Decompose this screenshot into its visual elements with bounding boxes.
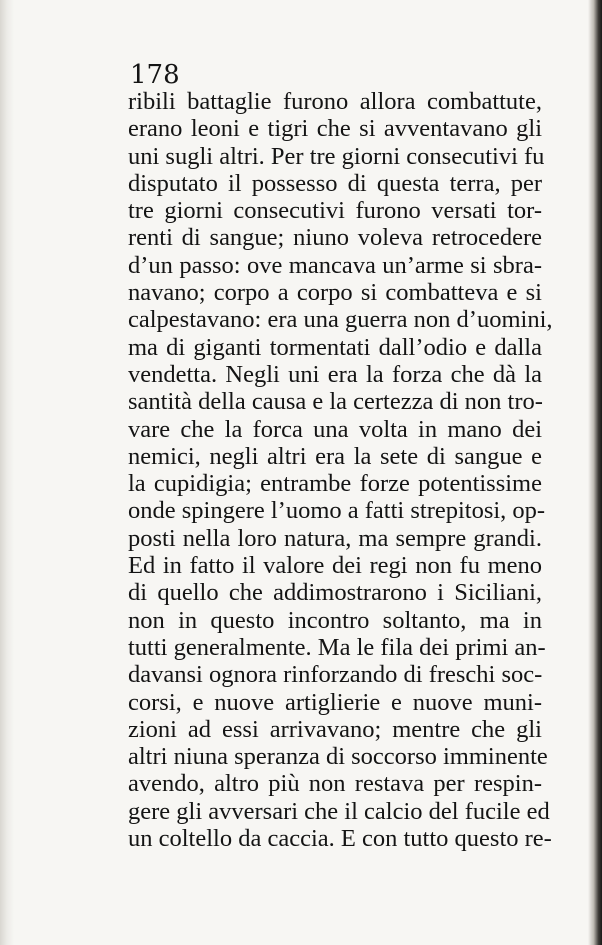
book-edge-shadow <box>588 0 602 945</box>
text-line: nemici, negli altri era la sete di sangue e <box>128 442 542 470</box>
text-line: disputato il possesso di questa terra, per <box>128 169 542 197</box>
text-line: calpestavano: era una guerra non d’uomini, <box>128 306 553 334</box>
text-line: erano leoni e tigri che si avventavano gli <box>128 115 542 143</box>
text-line: onde spingere l’uomo a fatti strepitosi, op- <box>128 497 546 525</box>
text-line: non in questo incontro soltanto, ma in <box>128 606 542 634</box>
text-line: un coltello da caccia. E con tutto questo re- <box>128 825 552 853</box>
text-line: ribili battaglie furono allora combattute, <box>128 88 542 115</box>
text-line: avendo, altro più non restava per respin- <box>128 770 542 798</box>
text-line: tre giorni consecutivi furono versati tor- <box>128 197 542 225</box>
text-line: d’un passo: ove mancava un’arme si sbra- <box>128 251 542 279</box>
text-line: ma di giganti tormentati dall’odio e dalla <box>128 333 542 361</box>
text-line: santità della causa e la certezza di non tro- <box>128 388 543 416</box>
text-line: Ed in fatto il valore dei regi non fu meno <box>128 552 542 580</box>
text-line: navano; corpo a corpo si combatteva e si <box>128 279 542 307</box>
page-number: 178 <box>130 60 180 90</box>
text-line: zioni ad essi arrivavano; mentre che gli <box>128 715 542 743</box>
text-line: corsi, e nuove artiglierie e nuove muni- <box>128 688 542 716</box>
body-text <box>128 88 553 853</box>
text-line: la cupidigia; entrambe forze potentissime <box>128 470 542 498</box>
text-line: davansi ognora rinforzando di freschi soc- <box>128 661 543 689</box>
text-line: renti di sangue; niuno voleva retrocedere <box>128 224 542 252</box>
text-line: vare che la forca una volta in mano dei <box>128 415 542 443</box>
text-line: posti nella loro natura, ma sempre grandi. <box>128 524 542 552</box>
text-line: uni sugli altri. Per tre giorni consecutivi fu <box>128 142 545 170</box>
text-line: altri niuna speranza di soccorso imminente <box>128 743 548 771</box>
text-line: di quello che addimostrarono i Siciliani, <box>128 579 542 607</box>
text-line: gere gli avversari che il calcio del fucile ed <box>128 797 550 825</box>
text-line: vendetta. Negli uni era la forza che dà la <box>128 360 542 388</box>
text-line: tutti generalmente. Ma le fila dei primi an- <box>128 633 546 661</box>
page-gutter-shadow <box>0 0 14 945</box>
